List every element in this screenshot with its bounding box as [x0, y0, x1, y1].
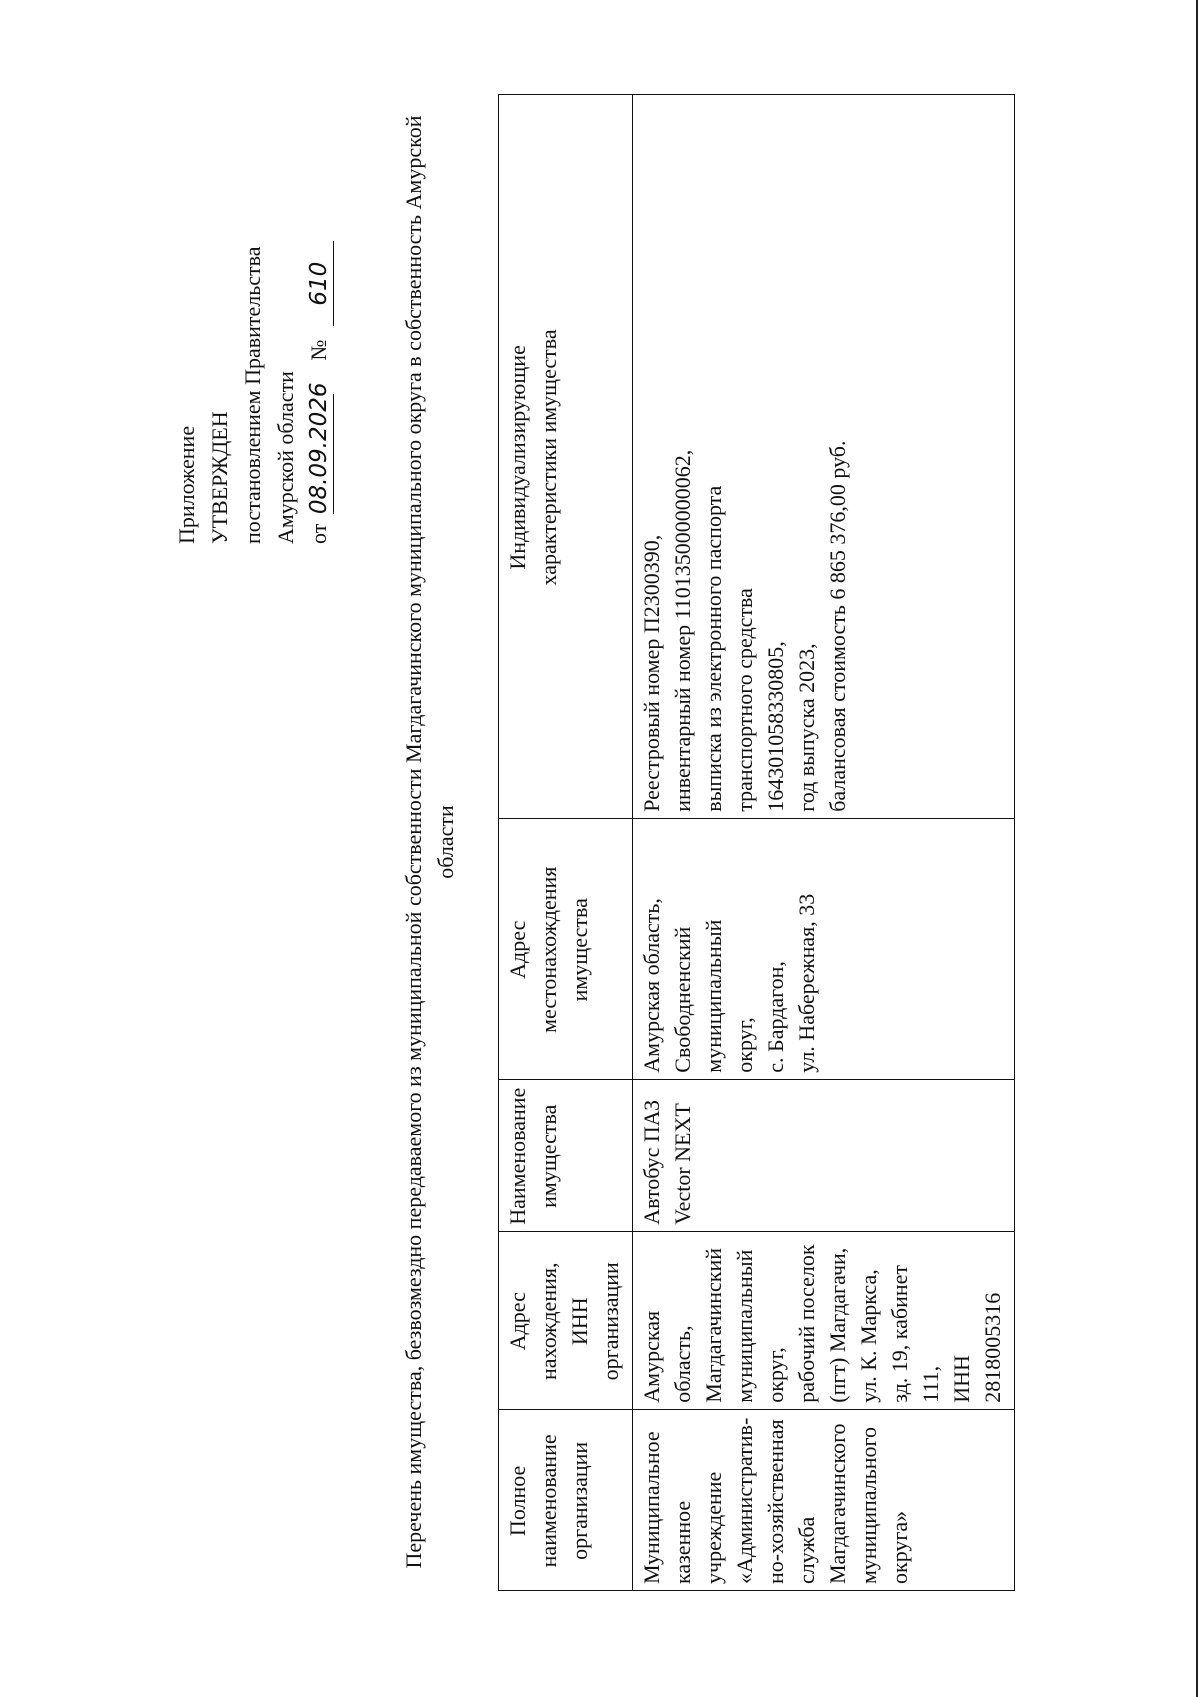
cell-property-address: Амурская область, Свободненский муниципальный округ, с. Бардагон, ул. Набережная, 33	[633, 818, 1015, 1079]
cell-org-address: Амурская область, Магдагачинский муниципальный округ, рабочий поселок (пгт) Магдагачи, ул. К. Маркса, зд. 19, кабинет 111, ИНН 2818005316	[633, 1231, 1015, 1409]
cell-org-name: Муниципальное казенное учреждение «Административ- но-хозяйственная служба Магдагачинского муниципального округа»	[633, 1409, 1015, 1590]
approval-date-line	[302, 241, 335, 544]
cell-characteristics: Реестровый номер П2300390, инвентарный номер 110135000000062, выписка из электронного паспорта транспортного средства 164301058330805, год выпуска 2023, балансовая стоимость 6 865 376,00 руб.	[633, 95, 1015, 819]
header-org-name: Полное наименование организации	[499, 1409, 633, 1590]
header-property-name: Наименование имущества	[499, 1079, 633, 1231]
handwritten-number: 610	[305, 241, 334, 326]
approval-block	[170, 241, 335, 544]
handwritten-date: 08.09.2026	[306, 382, 332, 515]
number-sign: №	[306, 339, 331, 361]
table-row	[633, 95, 1015, 1591]
property-table	[498, 94, 1015, 1591]
approval-line-1: постановлением Правительства	[240, 246, 265, 544]
header-org-address: Адрес нахождения, ИНН организации	[499, 1231, 633, 1409]
cell-property-name: Автобус ПАЗ Vector NEXT	[633, 1079, 1015, 1231]
approval-line-2: Амурской области	[273, 371, 298, 544]
date-prefix: от	[306, 523, 331, 544]
approved-label: УТВЕРЖДЕН	[207, 411, 232, 544]
header-characteristics: Индивидуализирующие характеристики имущества	[499, 95, 633, 819]
document-title: Перечень имущества, безвозмездно передаваемого из муниципальной собственности Магдагачинского муниципального округа в собственность Амурской области	[401, 115, 458, 1569]
header-property-address: Адрес местонахождения имущества	[499, 818, 633, 1079]
table-header-row	[499, 95, 633, 1591]
appendix-label: Приложение	[174, 425, 199, 544]
